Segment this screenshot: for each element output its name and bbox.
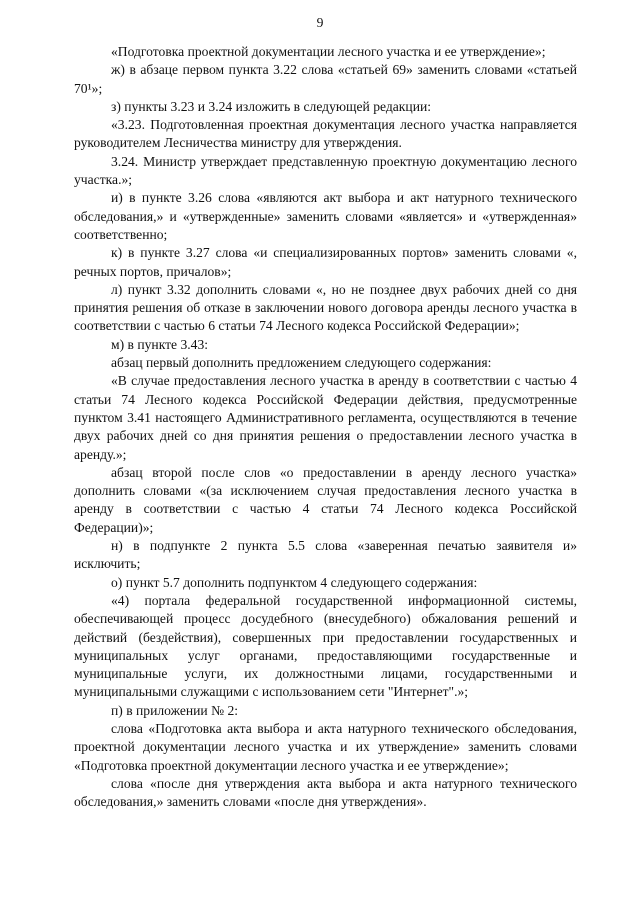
paragraph-11: «В случае предоставления лесного участка в аренду в соответствии с частью 4 статьи 74 Лесного кодекса Российской Федерации действия, предусмотренные пунктом 3.41 настоящего Административного регламента, осуществляются в течение двух рабочих дней со дня принятия решения о предоставлении лесного участка в аренду.»; — [74, 373, 577, 462]
paragraph-6: и) в пункте 3.26 слова «являются акт выбора и акт натурного технического обследования,» и «утвержденные» заменить словами «является» и «утвержденная» соответственно; — [74, 190, 577, 242]
paragraph-8: л) пункт 3.32 дополнить словами «, но не позднее двух рабочих дней со дня принятия решения об отказе в заключении нового договора аренды лесного участка в соответствии с частью 6 статьи 74 Лесного кодекса Российской Федерации»; — [74, 281, 577, 334]
paragraph-2: ж) в абзаце первом пункта 3.22 слова «статьей 69» заменить словами «статьей 70¹»; — [74, 62, 577, 96]
paragraph-12: абзац второй после слов «о предоставлении в аренду лесного участка» дополнить словами «(за исключением случая предоставления лесного участка в аренду в соответствии с частью 4 статьи 74 Лесного кодекса Российской Федерации)»; — [74, 464, 577, 535]
paragraph-9: м) в пункте 3.43: — [111, 336, 209, 352]
paragraph-5: 3.24. Министр утверждает представленную проектную документацию лесного участка.»; — [74, 153, 577, 188]
page-number: 9 — [316, 15, 324, 30]
paragraph-4: «3.23. Подготовленная проектная документация лесного участка направляется руководителем Лесничества министру для утверждения. — [74, 117, 577, 151]
paragraph-18: слова «после дня утверждения акта выбора и акта натурного технического обследования,» заменить словами «после дня утверждения». — [74, 775, 577, 810]
paragraph-10: абзац первый дополнить предложением следующего содержания: — [111, 355, 492, 371]
paragraph-3: з) пункты 3.23 и 3.24 изложить в следующей редакции: — [111, 98, 432, 114]
paragraph-13: н) в подпункте 2 пункта 5.5 слова «заверенная печатью заявителя и» исключить; — [74, 538, 577, 572]
paragraph-14: о) пункт 5.7 дополнить подпунктом 4 следующего содержания: — [111, 574, 478, 590]
paragraph-15: «4) портала федеральной государственной информационной системы, обеспечивающей процесс досудебного (внесудебного) обжалования решений и действий (бездействия), совершенных при предоставлении государственных и муниципальных услуг органами, предоставляющими государственные и муниципальные услуги, их должностными лицами, государственными и муниципальными служащими с использованием сети "Интернет".»; — [74, 592, 577, 700]
paragraph-7: к) в пункте 3.27 слова «и специализированных портов» заменить словами «, речных портов, причалов»; — [74, 245, 577, 279]
paragraph-17: слова «Подготовка акта выбора и акта натурного технического обследования, проектной документации лесного участка и их утверждение» заменить словами «Подготовка проектной документации лесного участка и ее утверждение»; — [74, 720, 577, 773]
paragraph-1: «Подготовка проектной документации лесного участка и ее утверждение»; — [111, 44, 546, 59]
document-body — [74, 43, 577, 811]
paragraph-16: п) в приложении № 2: — [111, 702, 239, 718]
